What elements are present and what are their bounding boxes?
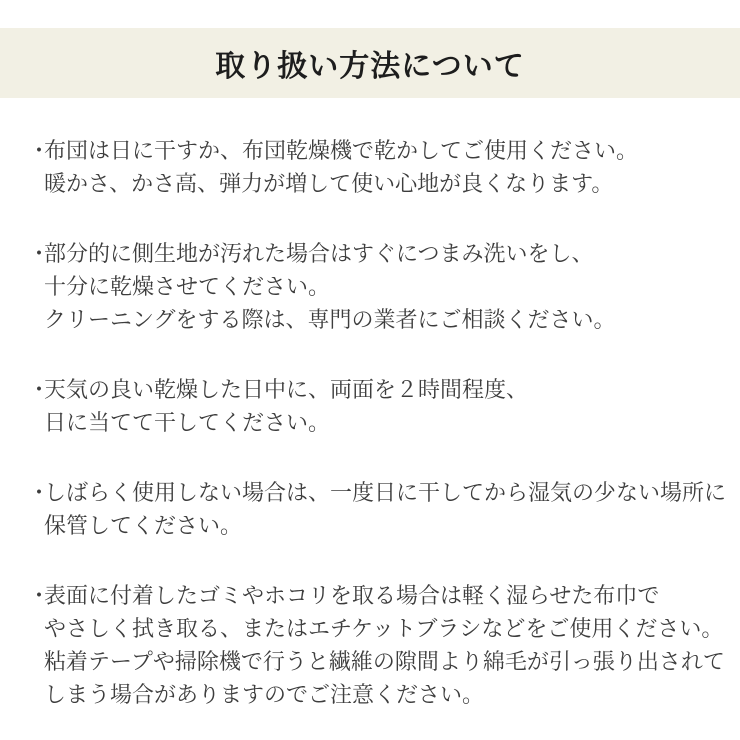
care-instructions-page	[0, 28, 740, 740]
instruction-item-drying-time	[28, 373, 712, 439]
instruction-line: 粘着テープや掃除機で行うと繊維の隙間より綿毛が引っ張り出されて	[44, 649, 725, 674]
instruction-text	[44, 237, 712, 336]
instruction-item-sun-drying	[28, 134, 712, 200]
instruction-item-dust-removal	[28, 579, 725, 711]
instruction-line: 布団は日に干すか、布団乾燥機で乾かしてご使用ください。	[44, 138, 639, 163]
instruction-line: 保管してください。	[44, 513, 243, 538]
instruction-line: 天気の良い乾燥した日中に、両面を２時間程度、	[44, 377, 529, 402]
page-header	[0, 28, 740, 98]
instruction-text	[44, 373, 712, 439]
instruction-line: 暖かさ、かさ高、弾力が増して使い心地が良くなります。	[44, 171, 614, 196]
instruction-line: 日に当てて干してください。	[44, 410, 331, 435]
instruction-item-spot-washing	[28, 237, 712, 336]
instruction-line: 十分に乾燥させてください。	[44, 274, 331, 299]
page-title: 取り扱い方法について	[215, 50, 525, 83]
instruction-text	[44, 134, 712, 200]
bullet-marker: ・	[28, 138, 51, 163]
instruction-line: やさしく拭き取る、またはエチケットブラシなどをご使用ください。	[44, 616, 724, 641]
bullet-marker: ・	[28, 583, 51, 608]
instruction-line: しまう場合がありますのでご注意ください。	[44, 682, 485, 707]
instruction-line: 部分的に側生地が汚れた場合はすぐにつまみ洗いをし、	[44, 241, 594, 266]
instruction-item-storage	[28, 476, 727, 542]
bullet-marker: ・	[28, 480, 51, 505]
bullet-marker: ・	[28, 377, 51, 402]
instruction-line: しばらく使用しない場合は、一度日に干してから湿気の少ない場所に	[44, 480, 727, 505]
instruction-line: 表面に付着したゴミやホコリを取る場合は軽く湿らせた布巾で	[44, 583, 660, 608]
instructions-list	[0, 134, 740, 711]
instruction-text	[44, 579, 725, 711]
instruction-text	[44, 476, 727, 542]
instruction-line: クリーニングをする際は、専門の業者にご相談ください。	[44, 307, 616, 332]
bullet-marker: ・	[28, 241, 51, 266]
